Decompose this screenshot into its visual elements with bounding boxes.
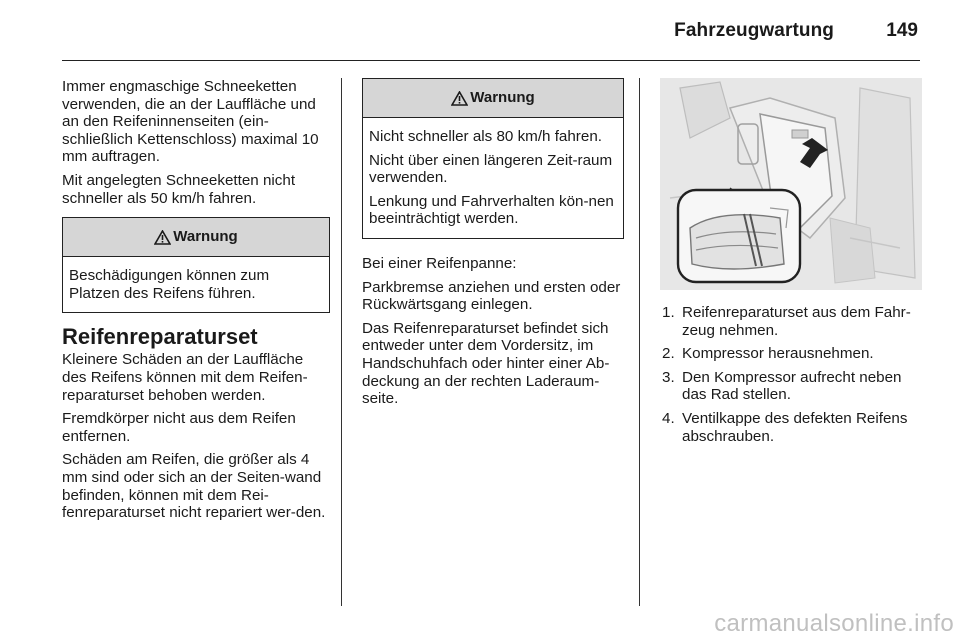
warning-line: Nicht schneller als 80 km/h fahren. — [369, 128, 602, 145]
paragraph: Mit angelegten Schneeketten nicht schneller als 50 km/h fahren. — [62, 171, 296, 207]
list-item — [660, 345, 922, 363]
paragraph: Schäden am Reifen, die größer als 4 mm sind oder sich an der Seiten-wand befinden, können mit dem Rei-fenreparaturset nicht repariert wer-den. — [62, 451, 326, 522]
warning-title: Warnung — [470, 89, 535, 107]
page-header-title: Fahrzeugwartung — [674, 20, 834, 41]
column-divider — [639, 78, 640, 606]
paragraph: Parkbremse anziehen und ersten oder Rückwärtsgang einlegen. — [362, 278, 621, 314]
paragraph: Kleinere Schäden an der Lauffläche des Reifens können mit dem Reifen-reparaturset behoben werden. — [62, 351, 308, 404]
column-left — [62, 78, 330, 528]
step-number: 1. — [662, 304, 675, 321]
warning-line: Nicht über einen längeren Zeit-raum verwenden. — [369, 151, 613, 187]
step-number: 3. — [662, 368, 675, 386]
column-right — [660, 78, 922, 451]
watermark: carmanualsonline.info — [714, 610, 954, 637]
list-item — [660, 304, 922, 339]
step-text: Den Kompressor aufrecht neben das Rad stellen. — [682, 368, 902, 404]
step-number: 2. — [662, 345, 675, 363]
step-number: 4. — [662, 409, 675, 427]
list-item — [660, 369, 922, 404]
warning-title: Warnung — [173, 228, 238, 246]
warning-box — [62, 217, 330, 313]
paragraph: Das Reifenreparaturset befindet sich entweder unter dem Vordersitz, im Handschuhfach oder hinter einer Ab-deckung an der rechten Laderaum-seite. — [362, 319, 610, 408]
list-item — [660, 410, 922, 445]
warning-text: Beschädigungen können zum Platzen des Reifens führen. — [69, 267, 270, 302]
warning-header — [363, 79, 623, 118]
header-divider — [62, 60, 920, 61]
warning-triangle-icon — [154, 230, 171, 245]
tire-repair-kit-illustration — [660, 78, 922, 290]
warning-body — [63, 257, 329, 312]
warning-body — [363, 118, 623, 238]
warning-header — [63, 218, 329, 257]
instruction-steps — [660, 304, 922, 445]
paragraph: Bei einer Reifenpanne: — [362, 254, 517, 272]
paragraph: Immer engmaschige Schneeketten verwenden, die an der Lauffläche und an den Reifeninnenseiten (ein-schließlich Kettenschloss) maximal 10 mm auftragen. — [62, 78, 319, 166]
section-heading: Reifenreparaturset — [62, 324, 258, 350]
step-text: Ventilkappe des defekten Reifens abschrauben. — [682, 409, 908, 445]
warning-box — [362, 78, 624, 239]
column-middle — [362, 78, 624, 414]
step-text: Kompressor herausnehmen. — [682, 345, 874, 363]
paragraph: Fremdkörper nicht aus dem Reifen entfernen. — [62, 410, 296, 445]
column-divider — [341, 78, 342, 606]
warning-triangle-icon — [451, 91, 468, 106]
page-number: 149 — [886, 20, 918, 41]
step-text: Reifenreparaturset aus dem Fahr-zeug nehmen. — [682, 304, 911, 339]
warning-line: Lenkung und Fahrverhalten kön-nen beeinträchtigt werden. — [369, 192, 614, 228]
